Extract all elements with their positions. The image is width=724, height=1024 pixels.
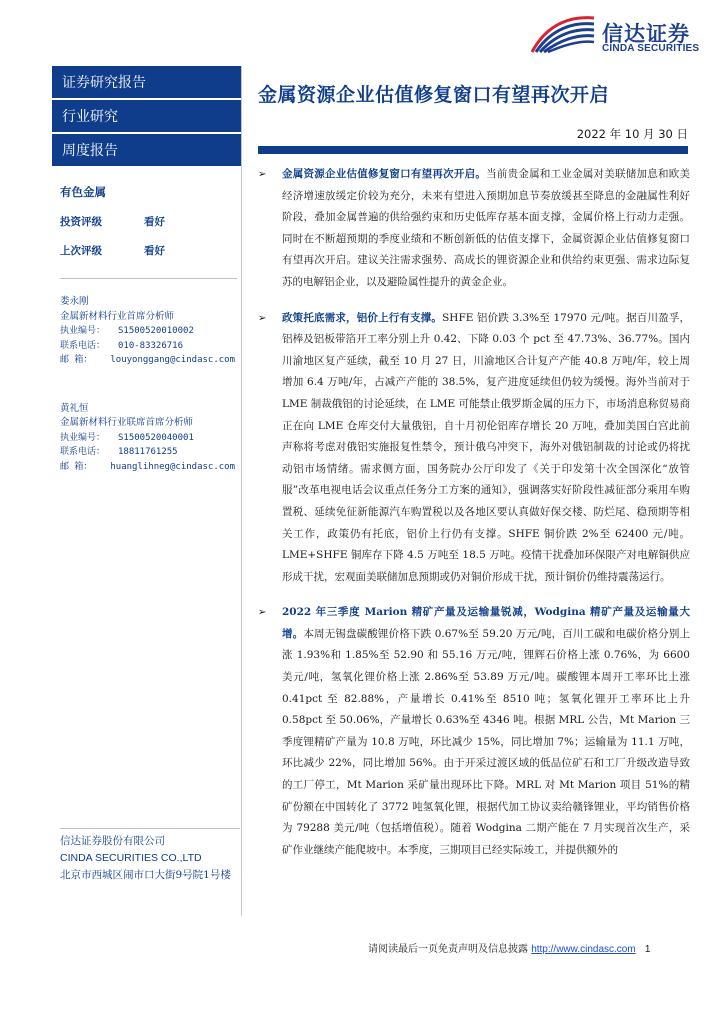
band-research-type: 行业研究 — [52, 100, 241, 134]
analyst-phone: 联系电话： 010-83326716 — [60, 340, 184, 351]
band-report-frequency: 周度报告 — [52, 134, 241, 168]
band-report-type: 证券研究报告 — [52, 66, 241, 100]
paragraph-text: 本周无锡盘碳酸锂价格下跌 0.67%至 59.20 万元/吨，百川工碳和电碳价格分别上涨 1.93%和 1.85%至 52.90 和 55.16 万元/吨，锂辉石价格上涨 0.76%，为 6600 美元/吨，氢氧化锂价格上涨 2.86%至 53.89 万元/吨。碳酸锂本周开工率环比上涨 0.41pct 至 82.88%，产量增长 0.41%至 8510 吨；氢氧化锂开工率环比上升 0.58pct 至 50.06%，产量增长 0.63%至 4346 吨。根据 MRL 公告，Mt Marion 三季度锂精矿产量为 10.8 万吨，环比减少 15%，同比增加 7%；运输量为 11.1 万吨，环比减少 22%，同比增加 56%。由于开采过渡区域的低品位矿石和工厂升级改造导致的工厂停工，Mt Marion 采矿量出现环比下降。MRL 对 Mt Marion 项目 51%的精矿份额在中国转化了 3772 吨氢氧化锂，根据代加工协议卖给赣锋锂业，平均销售价格为 79288 美元/吨（包括增值税）。随着 Wodgina 二期产能在 7 月实现首次生产，采矿作业继续产能爬坡中。本季度，三期项目已经实际竣工，并提供额外的 — [282, 627, 691, 856]
analyst-email[interactable]: 邮 箱： huanglihneg@cindasc.com — [60, 460, 235, 475]
arrow-bullet-icon: ➢ — [258, 312, 267, 324]
summary-paragraph — [256, 164, 690, 294]
previous-rating — [60, 243, 235, 258]
left-sidebar — [52, 66, 242, 916]
report-body — [256, 164, 690, 861]
investment-rating — [60, 214, 235, 229]
divider — [60, 828, 240, 829]
analyst-title: 金属新材料行业联席首席分析师 — [60, 417, 194, 428]
analyst-card — [52, 368, 241, 475]
report-title: 金属资源企业估值修复窗口有望再次开启 — [258, 84, 610, 106]
page-footer — [368, 940, 650, 955]
rating-value: 看好 — [144, 245, 165, 257]
rating-label: 上次评级 — [60, 245, 102, 257]
analyst-cert: 执业编号： S1500520010002 — [60, 326, 194, 336]
rating-value: 看好 — [144, 216, 165, 228]
rating-label: 投资评级 — [60, 216, 102, 228]
analyst-title: 金属新材料行业首席分析师 — [60, 310, 175, 322]
report-date: 2022 年 10 月 30 日 — [576, 127, 688, 141]
lithium-paragraph — [256, 602, 690, 861]
analyst-email-link[interactable]: huanglihneg@cindasc.com — [110, 461, 235, 472]
rating-section — [52, 168, 241, 258]
analyst-cert: 执业编号： S1500520040001 — [60, 432, 194, 443]
paragraph-lead: 2022 年三季度 Marion 精矿产量及运输量锐减，Wodgina 精矿产量及运输量大增。 — [282, 606, 690, 640]
page-number: 1 — [644, 944, 651, 955]
aluminum-paragraph — [256, 308, 690, 589]
analyst-card — [52, 279, 241, 368]
company-name-en: CINDA SECURITIES CO.,LTD — [60, 852, 202, 864]
paragraph-lead: 金属资源企业估值修复窗口有望再次开启。 — [282, 168, 487, 180]
disclaimer-notice: 请阅读最后一页免责声明及信息披露 — [368, 944, 528, 955]
cinda-logo-mark-icon — [528, 12, 598, 56]
industry-label: 有色金属 — [60, 185, 106, 199]
arrow-bullet-icon: ➢ — [258, 169, 267, 180]
analyst-name: 黄礼恒 — [60, 402, 89, 414]
analyst-email[interactable]: 邮 箱： louyonggang@cindasc.com — [60, 353, 235, 368]
paragraph-lead: 政策托底需求，铝价上行有支撑。 — [282, 311, 443, 324]
analyst-name: 娄永刚 — [60, 296, 89, 307]
website-link[interactable]: http://www.cindasc.com — [531, 944, 636, 955]
logo-text-en: CINDA SECURITIES — [602, 43, 700, 54]
analyst-email-link[interactable]: louyonggang@cindasc.com — [110, 355, 235, 365]
company-info — [60, 833, 250, 884]
company-name-cn: 信达证券股份有限公司 — [60, 835, 165, 847]
arrow-bullet-icon: ➢ — [258, 607, 267, 619]
company-address: 北京市西城区闹市口大街9号院1号楼 — [60, 869, 231, 881]
analyst-phone: 联系电话： 18811761255 — [60, 447, 178, 457]
logo-text-cn: 信达证券 — [602, 22, 690, 46]
paragraph-text: 当前贵金属和工业金属对美联储加息和欧美经济增速放缓定价较为充分，未来有望进入预期加息节奏放缓甚至降息的金融属性利好阶段，叠加金属普遍的供给强约束和历史低库存基本面支撑，金属价格上行动力走强。同时在不断超预期的季度业绩和不断创新低的估值支撑下，金属资源企业估值修复窗口有望再次开启。建议关注需求强势、高成长的锂资源企业和供给约束更强、需求边际复苏的电解铝企业，以及避险属性提升的黄金企业。 — [282, 168, 691, 288]
title-accent-bar — [258, 146, 688, 154]
paragraph-text: SHFE 铝价跌 3.3%至 17970 元/吨。据百川盈孚，铝棒及铝板带箔开工率分别上升 0.42、下降 0.03 个 pct 至 47.73%、36.77%。国内川渝地区复产延续，截至 10 月 27 日，川渝地区合计复产产能 40.8 万吨/年，较上周增加 6.4 万吨/年，占减产产能的 38.5%，复产进度延续但仍较为缓慢。海外当前对于 LME 制裁俄铝的讨论延续，在 LME 可能禁止俄罗斯金属的压力下，市场消息称贸易商正在向 LME 仓库交付大量俄铝，自十月初伦铝库存增长 20 万吨，叠加美国白宫此前声称将考虑对俄铝实施报复性禁令，预计俄乌冲突下，海外对俄铝制裁的讨论或仍将扰动铝市场情绪。需求侧方面，国务院办公厅印发了《关于印发第十次全国深化“放管服”改革电视电话会议重点任务分工方案的通知》，强调落实好阶段性减征部分乘用车购置税、延续免征新能源汽车购置税以及各地区要认真做好保交楼、防烂尾、稳预期等相关工作，政策仍有托底，铝价上行仍有支撑。SHFE 铜价跌 2%至 62400 元/吨。LME+SHFE 铜库存下降 4.5 万吨至 18.5 万吨。疫情干扰叠加环保限产对电解铜供应形成干扰，宏观面美联储加息预期或仍对铜价形成干扰，预计铜价仍维持震荡运行。 — [282, 311, 691, 583]
cinda-logo — [528, 12, 718, 58]
